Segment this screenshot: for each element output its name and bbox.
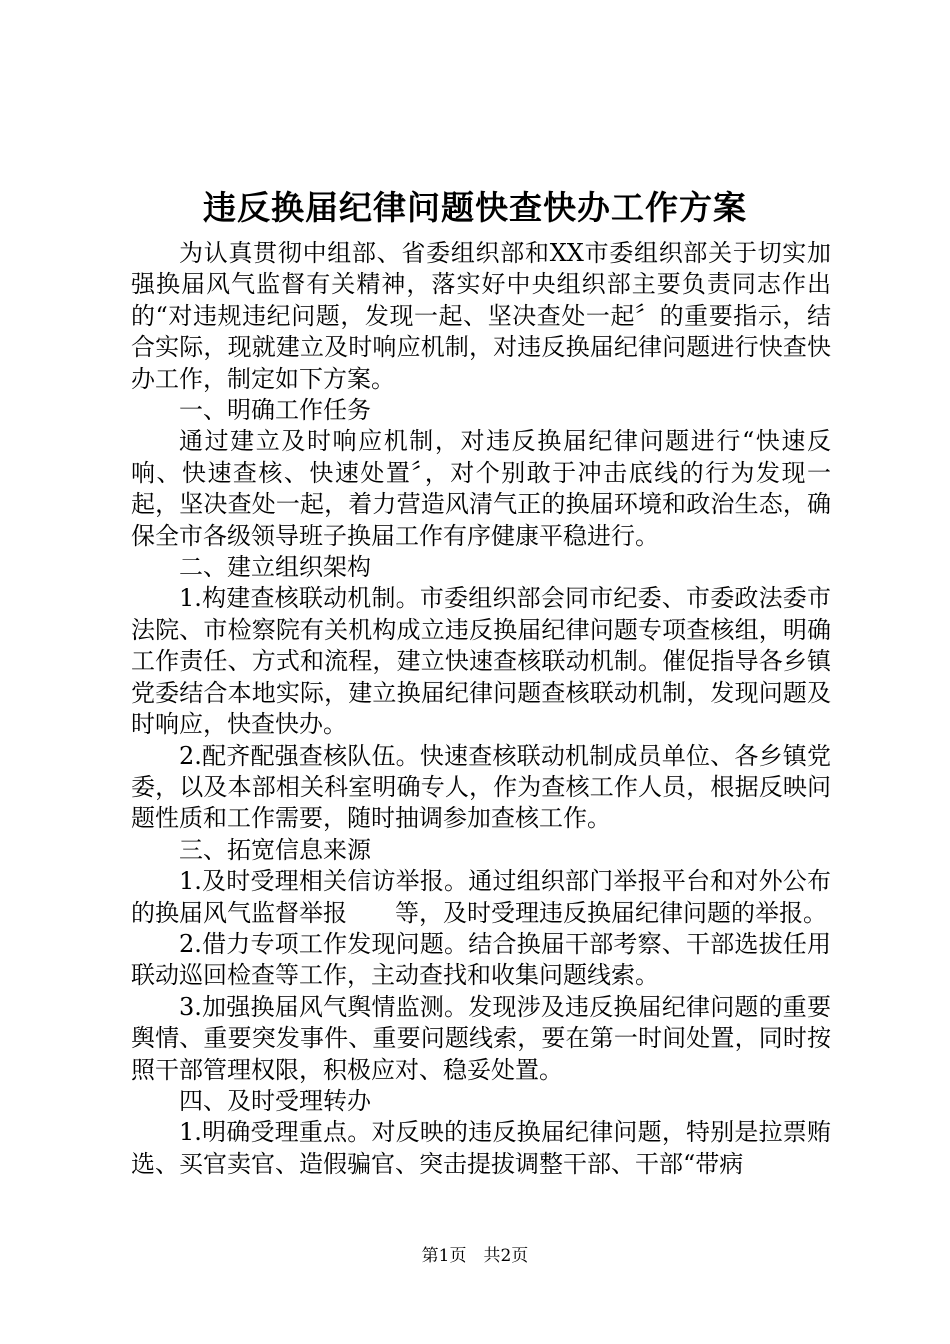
document-title: 违反换届纪律问题快查快办工作方案: [203, 188, 747, 227]
paragraph-section-2-item-1: 1.构建查核联动机制。市委组织部会同市纪委、市委政法委市法院、市检察院有关机构成立违反换届纪律问题专项查核组，明确工作责任、方式和流程，建立快速查核联动机制。催促指导各乡镇党委结合本地实际，建立换届纪律问题查核联动机制，发现问题及时响应，快查快办。: [131, 584, 831, 739]
document-body: [131, 238, 831, 1180]
section-heading-4: 四、及时受理转办: [179, 1086, 371, 1115]
section-heading-1: 一、明确工作任务: [179, 396, 371, 425]
paragraph-section-3-item-3: 3.加强换届风气舆情监测。发现涉及违反换届纪律问题的重要舆情、重要突发事件、重要问题线索，要在第一时间处置，同时按照干部管理权限，积极应对、稳妥处置。: [131, 992, 831, 1084]
paragraph-intro: 为认真贯彻中组部、省委组织部和XX市委组织部关于切实加强换届风气监督有关精神，落实好中央组织部主要负责同志作出的“对违规违纪问题，发现一起、坚决查处一起〞的重要指示，结合实际，现就建立及时响应机制，对违反换届纪律问题进行快查快办工作，制定如下方案。: [131, 239, 831, 393]
section-heading-3: 三、拓宽信息来源: [179, 835, 371, 864]
page-footer: 第1页 共2页: [421, 1246, 529, 1266]
section-heading-2: 二、建立组织架构: [179, 553, 371, 582]
paragraph-section-3-item-2: 2.借力专项工作发现问题。结合换届干部考察、干部选拔任用联动巡回检查等工作，主动查找和收集问题线索。: [131, 929, 831, 990]
paragraph-section-3-item-1: 1.及时受理相关信访举报。通过组织部门举报平台和对外公布的换届风气监督举报 等，及时受理违反换届纪律问题的举报。: [131, 867, 831, 927]
paragraph-section-1: 通过建立及时响应机制，对违反换届纪律问题进行“快速反响、快速查核、快速处置〞，对个别敢于冲击底线的行为发现一起，坚决查处一起，着力营造风清气正的换届环境和政治生态，确保全市各级领导班子换届工作有序健康平稳进行。: [131, 427, 831, 550]
paragraph-section-2-item-2: 2.配齐配强查核队伍。快速查核联动机制成员单位、各乡镇党委，以及本部相关科室明确专人，作为查核工作人员，根据反映问题性质和工作需要，随时抽调参加查核工作。: [131, 741, 831, 833]
paragraph-section-4-item-1: 1.明确受理重点。对反映的违反换届纪律问题，特别是拉票贿选、买官卖官、造假骗官、突击提拔调整干部、干部“带病: [131, 1118, 831, 1178]
